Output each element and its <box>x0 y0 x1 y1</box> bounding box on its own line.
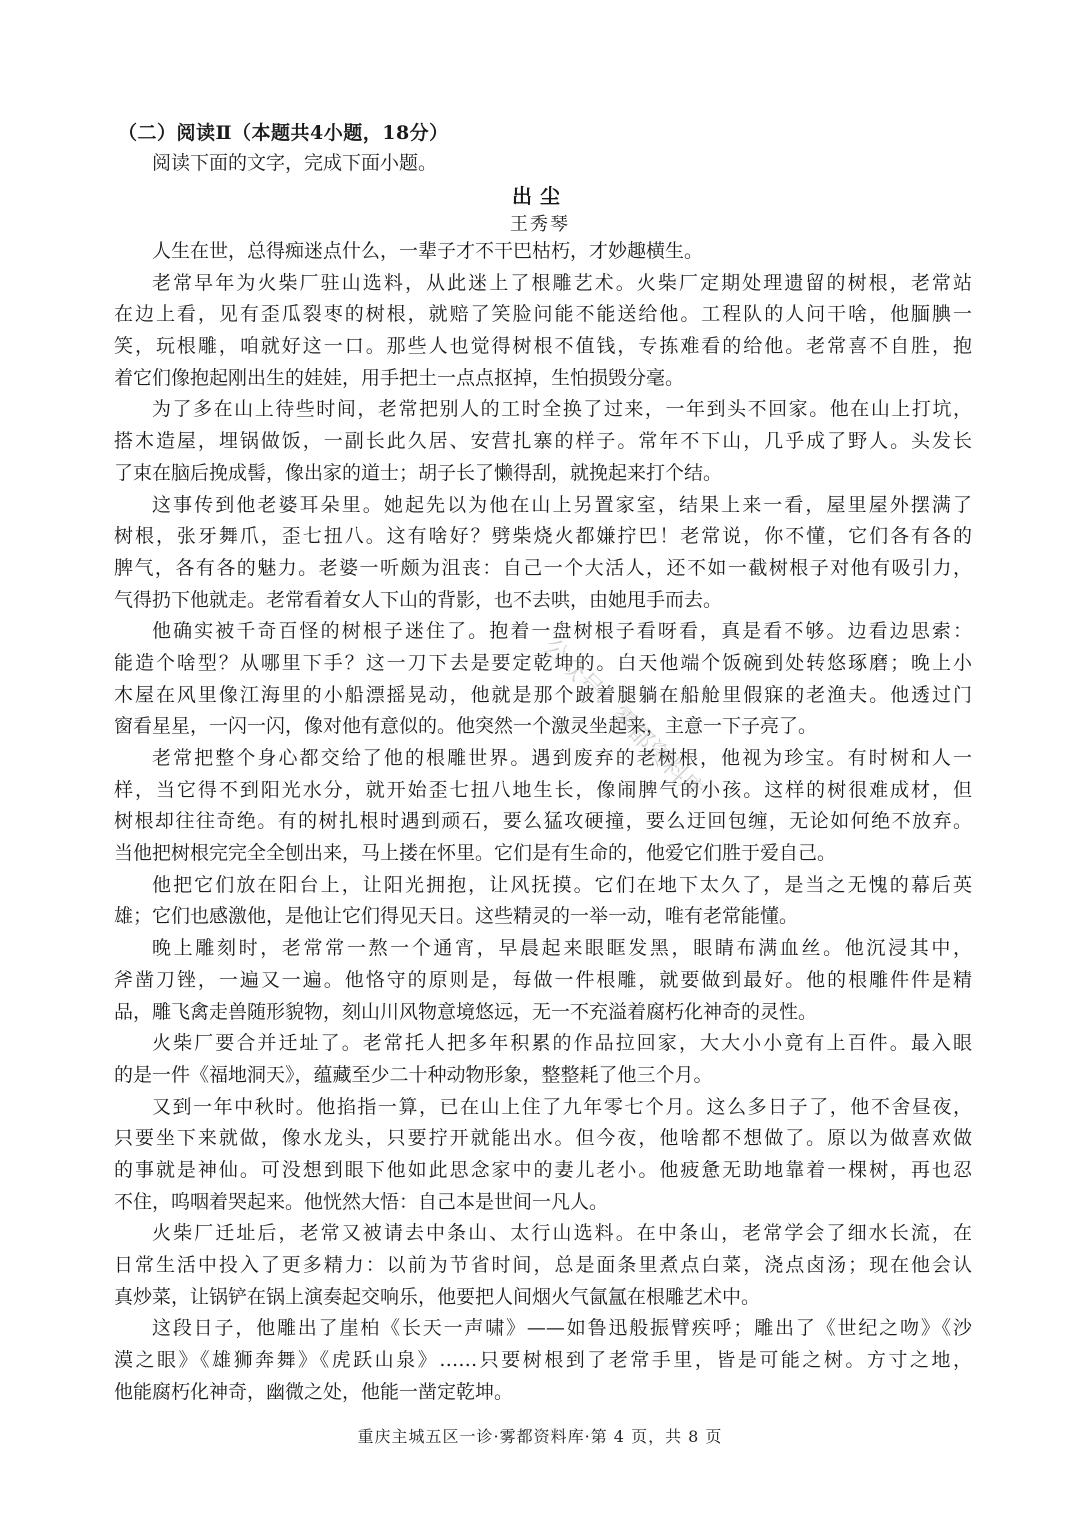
text-line: 的事就是神仙。可没想到眼下他如此思念家中的妻儿老小。他疲惫无助地靠着一棵树，再也忍 <box>114 1158 972 1181</box>
text-line: 这事传到他老婆耳朵里。她起先以为他在山上另置家室，结果上来一看，屋里屋外摆满了 <box>152 493 972 516</box>
text-line: 能造个啥型？从哪里下手？这一刀下去是要定乾坤的。白天他端个饭碗到处转悠琢磨；晚上小 <box>114 651 972 674</box>
text-line: 火柴厂迁址后，老常又被请去中条山、太行山选料。在中条山，老常学会了细水长流，在 <box>152 1222 972 1245</box>
text-line: 火柴厂要合并迁址了。老常托人把多年积累的作品拉回家，大大小小竟有上百件。最入眼 <box>152 1032 972 1055</box>
article-body <box>114 236 972 1408</box>
section-title: （二）阅读Ⅱ（本题共4小题，18分） <box>118 122 449 144</box>
text-line: 老常把整个身心都交给了他的根雕世界。遇到废弃的老树根，他视为珍宝。有时树和人一 <box>152 747 972 769</box>
text-line: 在边上看，见有歪瓜裂枣的树根，就赔了笑脸问能不能送给他。工程队的人问干啥，他腼腆一 <box>114 303 972 326</box>
text-line: 斧凿刀锉，一遍又一遍。他恪守的原则是，每做一件根雕，就要做到最好。他的根雕件件是精 <box>114 968 972 991</box>
text-line: 气得扔下他就走。老常看着女人下山的背影，也不去哄，由她甩手而去。 <box>114 588 723 611</box>
text-line: 这段日子，他雕出了崖柏《长天一声啸》——如鲁迅般振臂疾呼；雕出了《世纪之吻》《沙 <box>152 1317 972 1340</box>
page-footer: 重庆主城五区一诊·雾都资料库·第 4 页，共 8 页 <box>357 1427 723 1446</box>
text-line: 脾气，各有各的魅力。老婆一听颇为沮丧：自己一个大活人，还不如一截树根子对他有吸引力， <box>114 556 972 579</box>
text-line: 晚上雕刻时，老常常一熬一个通宵，早晨起来眼眶发黑，眼睛布满血丝。他沉浸其中， <box>152 937 972 960</box>
text-line: 他确实被千奇百怪的树根子迷住了。抱着一盘树根子看呀看，真是看不够。边看边思索： <box>152 620 972 643</box>
text-line: 漠之眼》《雄狮奔舞》《虎跃山泉》……只要树根到了老常手里，皆是可能之树。方寸之地， <box>114 1349 972 1372</box>
text-line: 人生在世，总得痴迷点什么，一辈子才不干巴枯朽，才妙趣横生。 <box>152 240 704 262</box>
text-line: 树根却往往奇绝。有的树扎根时遇到顽石，要么猛攻硬撞，要么迂回包缠，无论如何绝不放弃。 <box>114 810 972 833</box>
article-author: 王秀琴 <box>510 214 570 235</box>
text-line: 窗看星星，一闪一闪，像对他有意似的。他突然一个激灵坐起来，主意一下子亮了。 <box>114 715 818 738</box>
text-line: 又到一年中秋时。他掐指一算，已在山上住了九年零七个月。这么多日子了，他不舍昼夜， <box>152 1095 972 1118</box>
instruction-text: 阅读下面的文字，完成下面小题。 <box>152 152 438 174</box>
text-line: 他能腐朽化神奇，幽微之处，他能一凿定乾坤。 <box>114 1380 514 1403</box>
text-line: 真炒菜，让锅铲在锅上演奏起交响乐，他要把人间烟火气氤氲在根雕艺术中。 <box>114 1285 761 1308</box>
text-line: 树根，张牙舞爪，歪七扭八。这有啥好？劈柴烧火都嫌拧巴！老常说，你不懂，它们各有各的 <box>114 525 972 548</box>
text-line: 了束在脑后挽成髻，像出家的道士；胡子长了懒得刮，就挽起来打个结。 <box>114 461 723 484</box>
text-line: 搭木造屋，埋锅做饭，一副长此久居、安营扎寨的样子。常年不下山，几乎成了野人。头发长 <box>114 430 972 453</box>
text-line: 老常早年为火柴厂驻山选料，从此迷上了根雕艺术。火柴厂定期处理遗留的树根，老常站 <box>152 271 972 294</box>
text-line: 他把它们放在阳台上，让阳光拥抱，让风抚摸。它们在地下太久了，是当之无愧的幕后英 <box>152 873 972 896</box>
text-line: 木屋在风里像江海里的小船漂摇晃动，他就是那个跛着腿躺在船舱里假寐的老渔夫。他透过门 <box>114 683 972 706</box>
text-line: 为了多在山上待些时间，老常把别人的工时全换了过来，一年到头不回家。他在山上打坑， <box>152 398 972 421</box>
text-line: 不住，呜咽着哭起来。他恍然大悟：自己本是世间一凡人。 <box>114 1190 609 1213</box>
article-title: 出尘 <box>512 184 568 208</box>
text-line: 样，当它得不到阳光水分，就开始歪七扭八地生长，像闹脾气的小孩。这样的树很难成材，但 <box>114 778 972 801</box>
text-line: 当他把树根完完全全刨出来，马上搂在怀里。它们是有生命的，他爱它们胜于爱自己。 <box>114 842 837 865</box>
text-line: 品，雕飞禽走兽随形貌物，刻山川风物意境悠远，无一不充溢着腐朽化神奇的灵性。 <box>114 1000 818 1023</box>
text-line: 着它们像抱起刚出生的娃娃，用手把土一点点抠掉，生怕损毁分毫。 <box>114 366 685 389</box>
text-line: 日常生活中投入了更多精力：以前为节省时间，总是面条里煮点白菜，浇点卤汤；现在他会认 <box>114 1254 972 1276</box>
watermark: 公众号：雾都资料库 <box>537 632 711 806</box>
text-line: 雄；它们也感激他，是他让它们得见天日。这些精灵的一举一动，唯有老常能懂。 <box>114 905 799 928</box>
text-line: 笑，玩根雕，咱就好这一口。那些人也觉得树根不值钱，专拣难看的给他。老常喜不自胜，抱 <box>114 335 972 358</box>
text-line: 只要坐下来就做，像水龙头，只要拧开就能出水。但今夜，他啥都不想做了。原以为做喜欢做 <box>114 1127 972 1150</box>
text-line: 的是一件《福地洞天》，蕴藏至少二十种动物形象，整整耗了他三个月。 <box>114 1063 713 1086</box>
